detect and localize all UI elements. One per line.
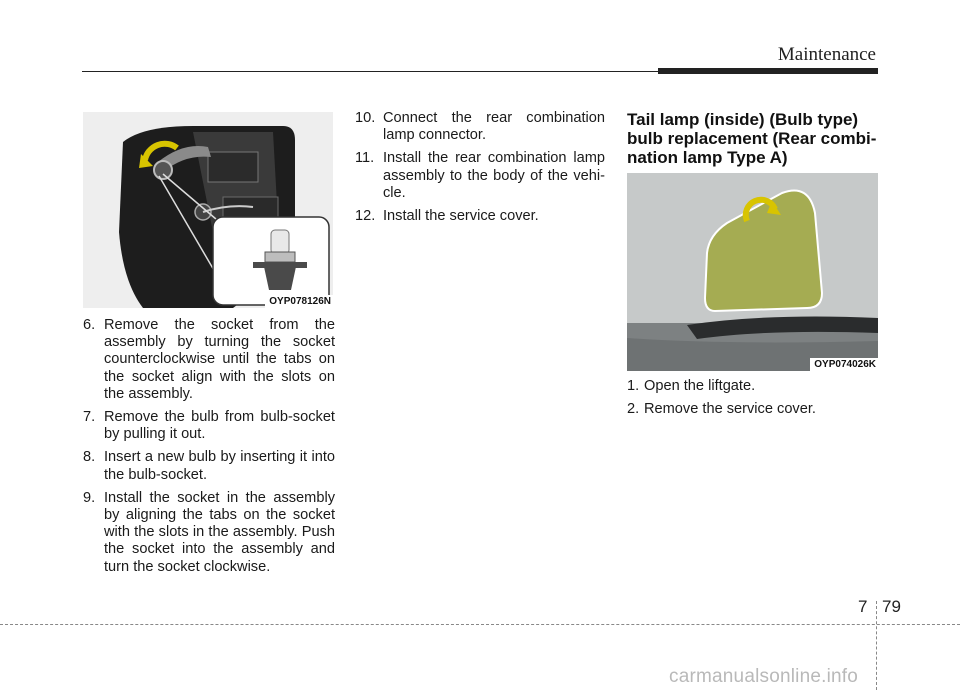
section-title: Maintenance [777,44,876,65]
step-item [627,378,879,395]
step-text: Open the liftgate. [644,378,756,394]
step-number: 1. [627,378,640,394]
figure-lamp-socket [83,112,333,308]
step-text: Insert a new bulb by inserting it into the bulb-socket. [104,449,335,483]
service-cover-illustration [627,173,878,371]
step-number: 2. [627,401,640,418]
footer-divider [0,624,960,625]
step-item [83,490,335,576]
column-2-steps [355,110,605,231]
figure-service-cover [627,173,878,371]
step-item [83,409,335,443]
step-number: 12. [355,208,376,225]
step-text: Remove the bulb from bulb-socket by pulling it out. [104,409,335,443]
footer-page-divider [876,601,877,690]
step-number: 6. [83,317,96,333]
step-item [627,401,879,418]
step-item [355,110,605,144]
step-text: Install the rear combination lamp assembly to the body of the vehi-cle. [383,150,605,201]
section-heading: Tail lamp (inside) (Bulb type) bulb replacement (Rear combi-nation lamp Type A) [627,110,877,167]
step-number: 8. [83,449,96,466]
column-1-steps [83,317,335,582]
step-item [83,449,335,483]
page-number: 79 [882,597,901,616]
step-text: Remove the socket from the assembly by turning the socket counterclockwise until the tabs on the socket align with the slots on the assembly. [104,317,335,402]
watermark: carmanualsonline.info [669,666,859,687]
step-number: 10. [355,110,376,126]
step-text: Install the socket in the assembly by aligning the tabs on the socket with the slots in the assembly. Push the socket into the assembly and turn the socket clockwise. [104,489,335,575]
step-number: 7. [83,409,96,426]
step-text: Install the service cover. [383,208,539,225]
step-text: Remove the service cover. [644,401,816,418]
header-rule-accent [658,68,878,74]
step-number: 11. [355,150,375,167]
chapter-number: 7 [858,597,868,616]
figure-code: OYP074026K [810,358,878,371]
step-number: 9. [83,489,96,506]
step-text: Connect the rear combination lamp connector. [383,110,605,144]
step-item [355,150,605,202]
lamp-socket-illustration [83,112,333,308]
step-item [355,208,605,225]
figure-code: OYP078126N [265,295,333,308]
step-item [83,317,335,403]
column-3-steps [627,378,879,424]
